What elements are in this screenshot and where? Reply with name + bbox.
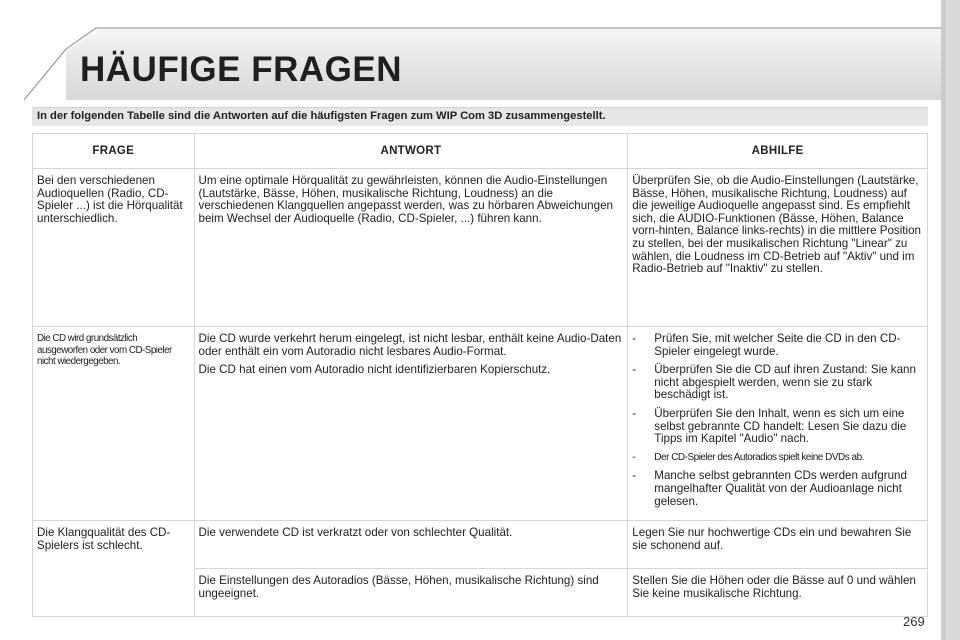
remedy-list [632,333,923,508]
list-item-text: Manche selbst gebrannten CDs werden aufgrund mangelhafter Qualität von der Audioanlage nicht gelesen. [654,469,907,508]
question-cell [33,521,195,617]
question-cell [33,327,195,521]
question-text: Bei den verschiedenen Audioquellen (Radio, CD-Spieler ...) ist die Hörqualität unterschiedlich. [37,174,183,225]
remedy-text: Stellen Sie die Höhen oder die Bässe auf 0 und wählen Sie keine musikalische Richtung. [632,574,916,600]
list-item [632,470,923,508]
page-title: HÄUFIGE FRAGEN [80,50,402,89]
list-item-text: Überprüfen Sie die CD auf ihren Zustand: Sie kann nicht abgespielt werden, wenn sie zu stark beschädigt ist. [654,363,916,402]
answer-cell [194,169,628,327]
list-item [632,364,923,402]
column-header-abhilfe: ABHILFE [628,134,928,169]
list-item [632,452,923,465]
remedy-cell [628,327,928,521]
question-text: Die Klangqualität des CD-Spielers ist schlecht. [37,526,171,552]
list-item-text: Prüfen Sie, mit welcher Seite die CD in den CD-Spieler eingelegt wurde. [654,332,901,358]
question-text: Die CD wird grundsätzlich ausgeworfen oder vom CD-Spieler nicht wiedergegeben. [37,333,172,367]
remedy-text: Überprüfen Sie, ob die Audio-Einstellungen (Lautstärke, Bässe, Höhen, musikalische Richtung, Loudness) auf die jeweilige Audioquelle angepasst sind. Es empfiehlt sich, die AUDIO-Funktionen (Bässe, Höhen, Balance vorn-hinten, Balance links-rechts) in die mittlere Position zu stellen, bei der musikalischen Richtung "Linear" zu wählen, die Loudness im CD-Betrieb auf "Aktiv" und im Radio-Betrieb auf "Inaktiv" zu stellen. [632,174,921,276]
dash-mark: - [632,332,637,345]
table-row [33,327,928,521]
list-item [632,333,923,358]
dash-mark: - [632,406,637,420]
question-cell [33,169,195,327]
answer-paragraphs [195,327,628,389]
answer-paragraph: Die CD wurde verkehrt herum eingelegt, ist nicht lesbar, enthält keine Audio-Daten oder enthält ein vom Autoradio nicht lesbares Audio-Format. [198,332,622,358]
remedy-list-wrap [628,327,927,520]
column-header-antwort: ANTWORT [194,134,628,169]
column-header-frage: FRAGE [33,134,195,169]
dash-mark: - [632,363,637,377]
remedy-text: Legen Sie nur hochwertige CDs ein und bewahren Sie sie schonend auf. [632,526,912,552]
intro-bar [32,107,928,126]
list-item-text: Der CD-Spieler des Autoradios spielt keine DVDs ab. [654,451,864,463]
list-item [632,408,923,446]
dash-mark: - [632,451,636,463]
remedy-cell [628,521,928,569]
list-item-text: Überprüfen Sie den Inhalt, wenn es sich um eine selbst gebrannte CD handelt: Lesen Sie dazu die Tipps im Kapitel "Audio" nach. [654,406,907,446]
answer-cell [194,327,628,521]
answer-text: Die verwendete CD ist verkratzt oder von schlechter Qualität. [198,526,513,540]
dash-mark: - [632,469,637,483]
faq-table [32,133,928,617]
remedy-cell [628,169,928,327]
table-row [33,521,928,569]
answer-paragraph: Die CD hat einen vom Autoradio nicht identifizierbaren Kopierschutz. [198,363,551,377]
table-row [33,169,928,327]
intro-text: In der folgenden Tabelle sind die Antworten auf die häufigsten Fragen zum WIP Com 3D zusammengestellt. [37,110,606,122]
answer-cell [194,521,628,569]
table-header-row [33,134,928,169]
page-number: 269 [903,614,925,629]
answer-text: Um eine optimale Hörqualität zu gewährleisten, können die Audio-Einstellungen (Lautstärke, Bässe, Höhen, musikalische Richtung, Loudness) an die verschiedenen Klangquellen angepasst werden, was zu hörbaren Abweichungen beim Wechsel der Audioquelle (Radio, CD-Spieler, ...) führen kann. [198,174,613,225]
answer-text: Die Einstellungen des Autoradios (Bässe, Höhen, musikalische Richtung) sind ungeeignet. [198,574,599,600]
remedy-cell [628,569,928,617]
answer-cell [194,569,628,617]
